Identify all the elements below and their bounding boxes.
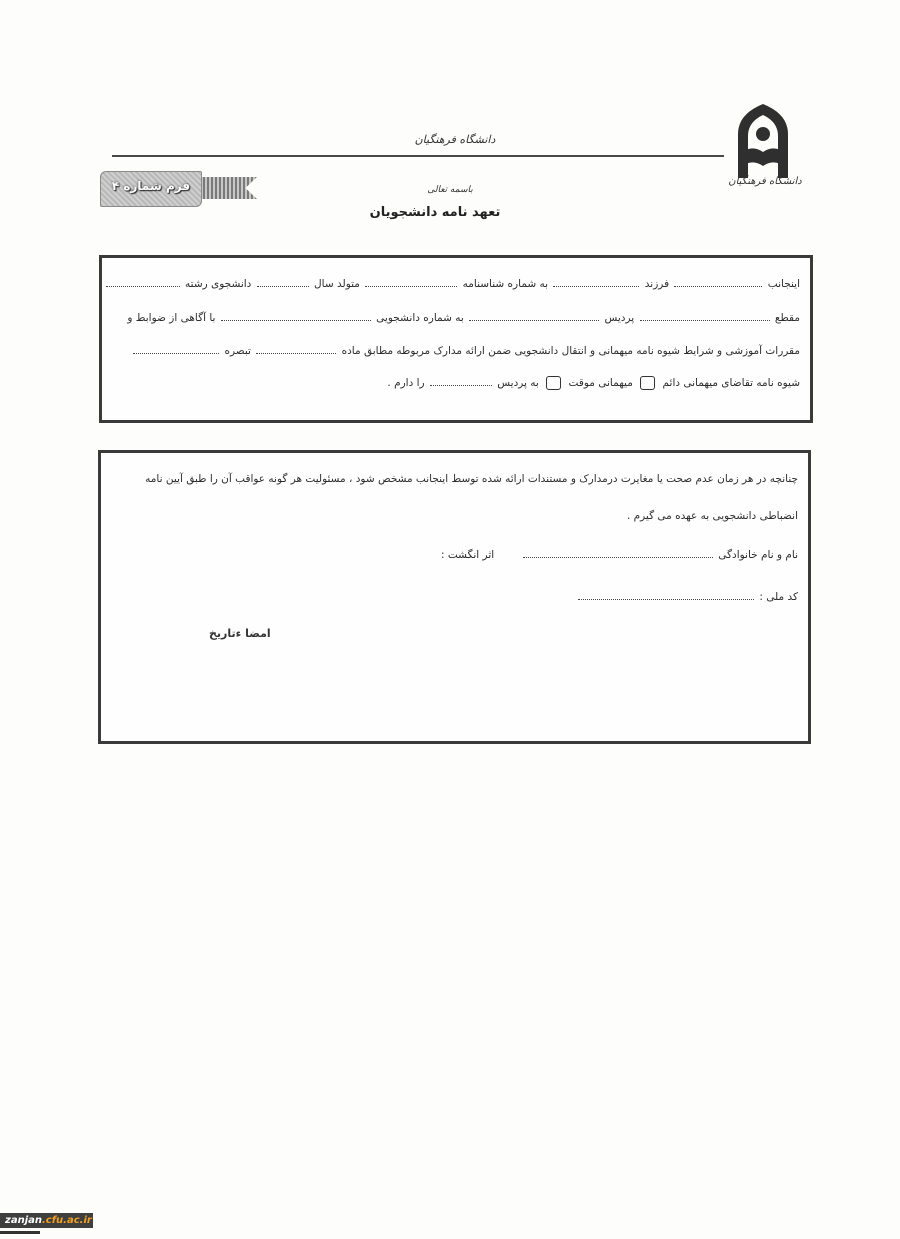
birth-year-field[interactable] [257,278,309,287]
university-name: دانشگاه فرهنگیان [414,133,496,146]
commitment-paragraph-line1: چنانچه در هر زمان عدم صحت یا مغایرت درمدارک و مستندات ارائه شده توسط اینجانب مشخص شود ، مسئولیت هر گونه عواقب آن را طبق آیین نامه [145,473,798,485]
id-number-field[interactable] [365,278,457,287]
label-national-id: کد ملی : [759,591,798,603]
university-logo-icon [732,100,794,180]
line-academic-info [127,312,800,324]
label-level: مقطع [774,312,800,324]
label-major: دانشجوی رشته [185,278,252,290]
logo-caption: دانشگاه فرهنگیان [728,176,802,187]
line-request-type [387,376,800,390]
label-awareness: با آگاهی از ضوابط و [127,312,216,324]
scan-edge-mark [0,1231,40,1234]
signature-date-label: امضا ءتاریخ [209,627,271,640]
line-full-name [521,549,798,561]
site-watermark [0,1213,93,1228]
label-student-number: به شماره دانشجویی [376,312,464,324]
label-fingerprint: اثر انگشت : [441,549,495,561]
watermark-tld: .cfu.ac.ir [41,1215,92,1226]
commitment-paragraph-line2: انضباطی دانشجویی به عهده می گیرم . [626,510,798,522]
line-personal-info [104,278,800,290]
temporary-guest-checkbox[interactable] [546,376,561,390]
student-number-field[interactable] [221,312,371,321]
form-number-banner [100,167,260,209]
request-details-box [99,255,813,423]
label-applicant: اینجانب [767,278,800,290]
regulations-text: مقررات آموزشی و شرایط شیوه نامه میهمانی و انتقال دانشجویی ضمن ارائه مدارک مربوطه مطابق ماده [341,345,800,357]
bismillah: باسمه تعالی [427,185,473,195]
permanent-guest-checkbox[interactable] [640,376,655,390]
label-permanent-guest: شیوه نامه تقاضای میهمانی دائم [662,377,800,389]
label-id-number: به شماره شناسنامه [462,278,549,290]
article-field[interactable] [256,345,336,354]
note-field[interactable] [133,345,219,354]
label-birth-year: متولد سال [314,278,360,290]
line-national-id [576,591,798,603]
label-to-campus: به پردیس [497,377,539,389]
full-name-field[interactable] [523,549,713,558]
label-note: تبصره [224,345,251,357]
label-child-of: فرزند [644,278,670,290]
label-i-request: را دارم . [387,377,425,389]
campus-field[interactable] [469,312,599,321]
line-regulations [131,345,800,357]
destination-campus-field[interactable] [430,377,492,386]
form-number-label: فرم شماره ۴ [111,179,191,193]
applicant-name-field[interactable] [674,278,762,287]
watermark-domain: zanjan [5,1215,42,1226]
label-temporary-guest: میهمانی موقت [568,377,633,389]
header-divider [112,155,724,157]
national-id-field[interactable] [578,591,754,600]
label-full-name: نام و نام خانوادگی [718,549,798,561]
label-campus: پردیس [604,312,635,324]
father-name-field[interactable] [553,278,639,287]
commitment-box [98,450,811,744]
major-field[interactable] [106,278,180,287]
form-title: تعهد نامه دانشجویان [369,205,501,220]
level-field[interactable] [640,312,770,321]
banner-ribbon-icon [199,177,257,199]
